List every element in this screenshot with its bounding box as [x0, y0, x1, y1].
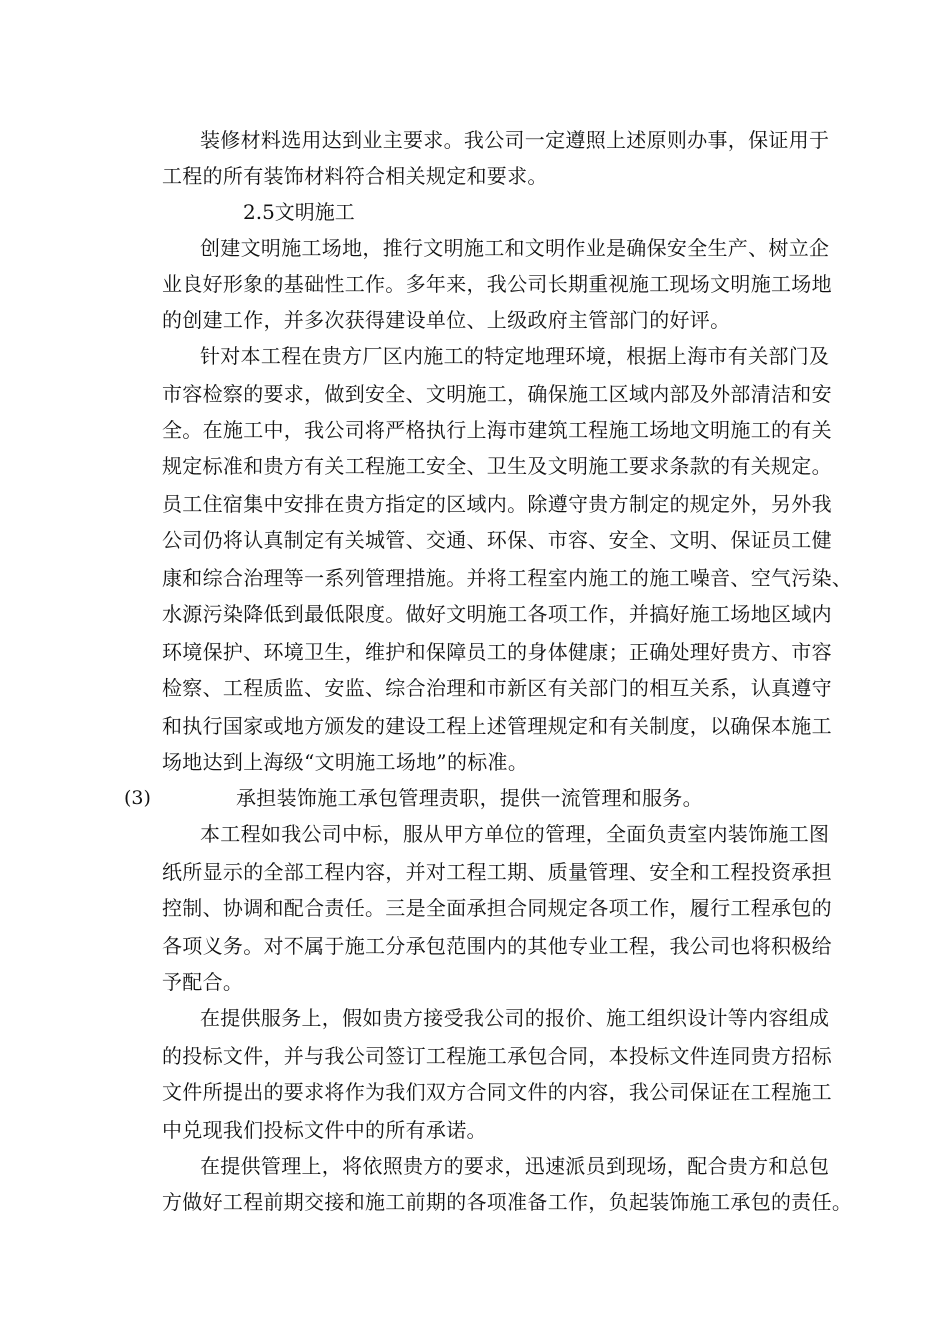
text-line: 中兑现我们投标文件中的所有承诺。	[162, 1118, 487, 1142]
section-heading: 2.5文明施工	[243, 200, 355, 224]
text-line: 水源污染降低到最低限度。做好文明施工各项工作，并搞好施工场地区域内	[162, 602, 832, 626]
text-line: 纸所显示的全部工程内容，并对工程工期、质量管理、安全和工程投资承担	[162, 860, 832, 884]
text-line: 针对本工程在贵方厂区内施工的特定地理环境，根据上海市有关部门及	[200, 344, 830, 368]
text-line: 装修材料选用达到业主要求。我公司一定遵照上述原则办事，保证用于	[200, 128, 830, 152]
text-line: 场地达到上海级“文明施工场地”的标准。	[162, 750, 529, 774]
text-line: 业良好形象的基础性工作。多年来，我公司长期重视施工现场文明施工场地	[162, 272, 832, 296]
text-line: 和执行国家或地方颁发的建设工程上述管理规定和有关制度，以确保本施工	[162, 714, 832, 738]
text-line: 全。在施工中，我公司将严格执行上海市建筑工程施工场地文明施工的有关	[162, 418, 832, 442]
text-line: 各项义务。对不属于施工分承包范围内的其他专业工程，我公司也将积极给	[162, 934, 832, 958]
text-line: 市容检察的要求，做到安全、文明施工，确保施工区域内部及外部清洁和安	[162, 382, 832, 406]
text-line: 控制、协调和配合责任。三是全面承担合同规定各项工作，履行工程承包的	[162, 896, 832, 920]
text-line: 方做好工程前期交接和施工前期的各项准备工作，负起装饰施工承包的责任。	[162, 1190, 853, 1214]
text-line: 的创建工作，并多次获得建设单位、上级政府主管部门的好评。	[162, 308, 731, 332]
text-line: 在提供管理上，将依照贵方的要求，迅速派员到现场，配合贵方和总包	[200, 1154, 830, 1178]
item-title: 承担装饰施工承包管理责职，提供一流管理和服务。	[236, 786, 703, 810]
text-line: 本工程如我公司中标，服从甲方单位的管理，全面负责室内装饰施工图	[200, 822, 830, 846]
text-line: 在提供服务上，假如贵方接受我公司的报价、施工组织设计等内容组成	[200, 1006, 830, 1030]
text-line: 予配合。	[162, 970, 244, 994]
text-line: 检察、工程质监、安监、综合治理和市新区有关部门的相互关系，认真遵守	[162, 676, 832, 700]
item-number: (3)	[124, 787, 151, 809]
text-line: 工程的所有装饰材料符合相关规定和要求。	[162, 164, 548, 188]
text-line: 创建文明施工场地，推行文明施工和文明作业是确保安全生产、树立企	[200, 236, 830, 260]
text-line: 文件所提出的要求将作为我们双方合同文件的内容，我公司保证在工程施工	[162, 1080, 832, 1104]
text-line: 环境保护、环境卫生，维护和保障员工的身体健康；正确处理好贵方、市容	[162, 640, 832, 664]
text-line: 公司仍将认真制定有关城管、交通、环保、市容、安全、文明、保证员工健	[162, 528, 832, 552]
text-line: 康和综合治理等一系列管理措施。并将工程室内施工的施工噪音、空气污染、	[162, 566, 853, 590]
text-line: 员工住宿集中安排在贵方指定的区域内。除遵守贵方制定的规定外，另外我	[162, 492, 832, 516]
text-line: 规定标准和贵方有关工程施工安全、卫生及文明施工要求条款的有关规定。	[162, 454, 832, 478]
text-line: 的投标文件，并与我公司签订工程施工承包合同，本投标文件连同贵方招标	[162, 1044, 832, 1068]
